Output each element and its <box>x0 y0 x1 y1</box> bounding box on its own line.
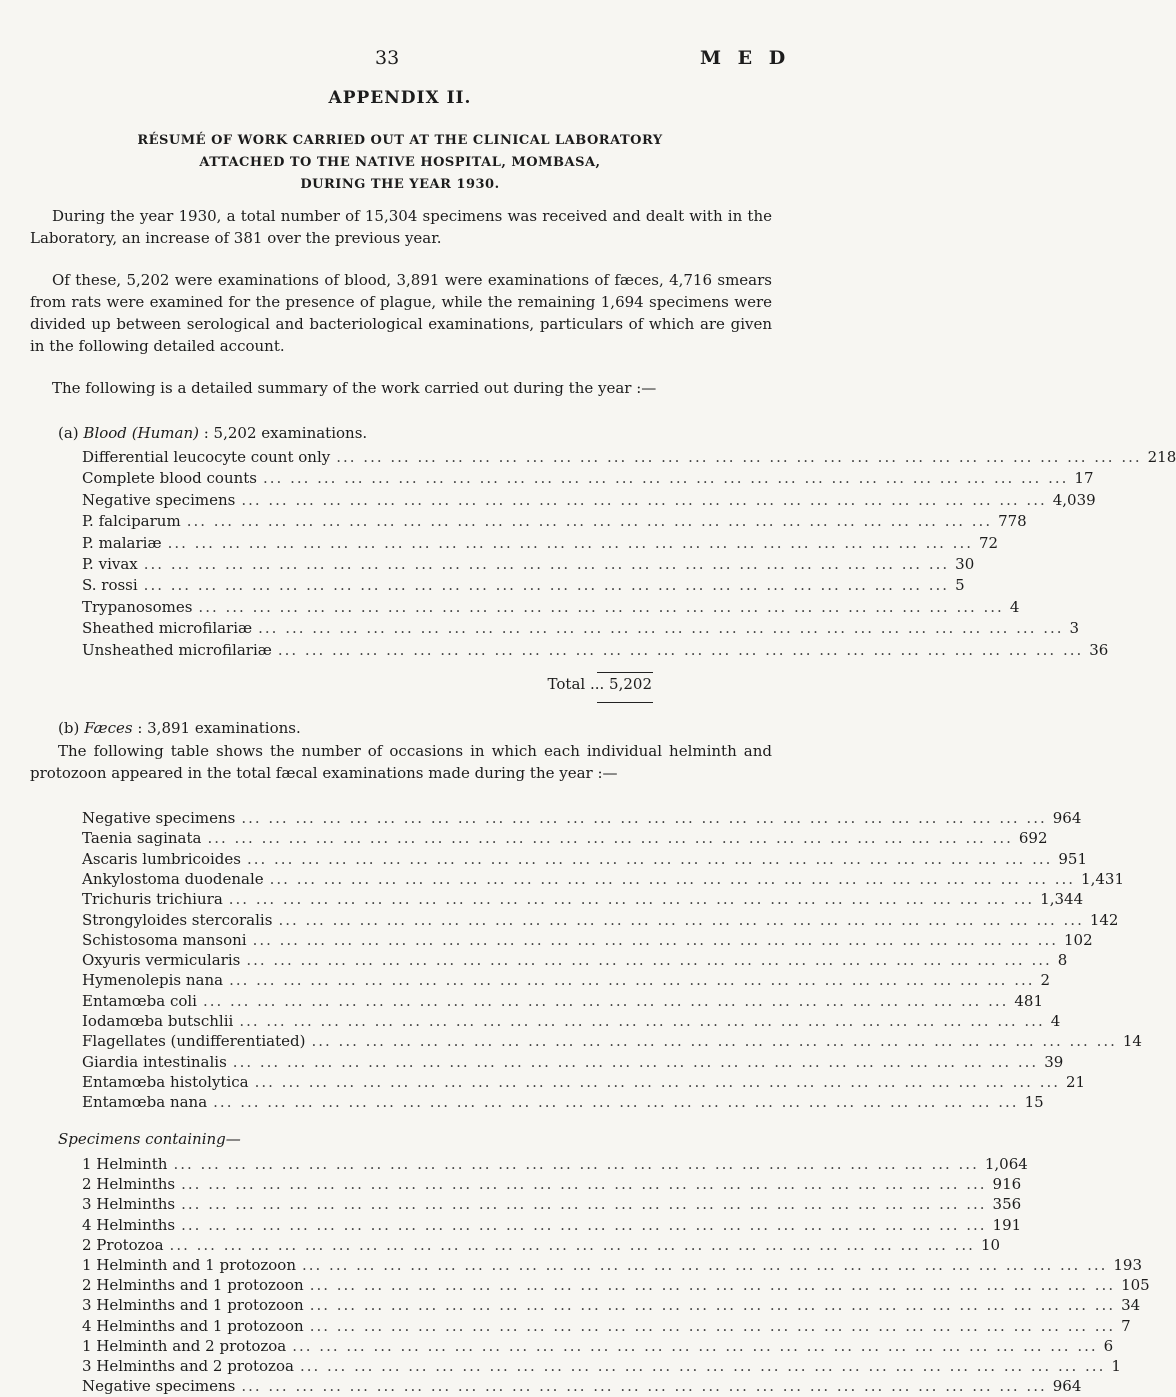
faeces-intro: The following table shows the number of occasions in which each individual helminth and protozoon appeared in the total fæcal examinations made during the year :— <box>30 742 772 782</box>
table-row <box>82 1051 1064 1073</box>
row-value: 15 <box>1024 1093 1044 1112</box>
row-value: 191 <box>992 1215 1022 1234</box>
table-row <box>82 1274 1150 1296</box>
leader-dots: ... ... ... ... ... ... ... ... ... ... ... ... ... ... ... ... ... ... ... ... ... ... ... ... ... ... ... ... ... ... <box>173 1155 979 1173</box>
table-row <box>82 888 1084 910</box>
leader-dots: ... ... ... ... ... ... ... ... ... ... ... ... ... ... ... ... ... ... ... ... ... ... ... ... ... ... ... ... ... ... <box>246 849 1053 868</box>
faeces-title: Fæces <box>84 719 133 737</box>
row-value: 692 <box>1018 829 1048 848</box>
leader-dots: ... ... ... ... ... ... ... ... ... ... ... ... ... ... ... ... ... ... ... ... ... ... ... ... ... ... ... ... ... ... <box>241 490 1047 509</box>
table-row <box>82 1010 1061 1032</box>
heading-line: DURING THE YEAR 1930. <box>300 177 500 192</box>
row-value: 6 <box>1103 1336 1114 1355</box>
row-label: Entamœba histolytica <box>82 1072 249 1091</box>
row-value: 218 <box>1147 448 1176 466</box>
table-row <box>82 1355 1121 1377</box>
row-label: 3 Helminths and 2 protozoa <box>82 1357 294 1375</box>
table-row <box>82 929 1093 951</box>
leader-dots: ... ... ... ... ... ... ... ... ... ... ... ... ... ... ... ... ... ... ... ... ... ... ... ... ... ... ... ... ... ... <box>213 1093 1019 1112</box>
heading-line: RÉSUMÉ OF WORK CARRIED OUT AT THE CLINICAL LABORATORY <box>137 133 663 148</box>
leader-dots: ... ... ... ... ... ... ... ... ... ... ... ... ... ... ... ... ... ... ... ... ... ... ... ... ... ... ... ... ... ... <box>181 1215 987 1234</box>
leader-dots: ... ... ... ... ... ... ... ... ... ... ... ... ... ... ... ... ... ... ... ... ... ... ... ... ... ... ... ... ... ... <box>167 533 973 552</box>
row-label: 1 Helminth and 2 protozoa <box>82 1336 287 1355</box>
row-value: 7 <box>1121 1316 1131 1335</box>
row-value: 8 <box>1057 951 1068 970</box>
leader-dots: ... ... ... ... ... ... ... ... ... ... ... ... ... ... ... ... ... ... ... ... ... ... ... ... ... ... ... ... ... ... <box>263 469 1069 488</box>
row-value: 916 <box>992 1175 1022 1194</box>
leader-dots: ... ... ... ... ... ... ... ... ... ... ... ... ... ... ... ... ... ... ... ... ... ... ... ... ... ... ... ... ... ... <box>202 991 1009 1010</box>
leader-dots: ... ... ... ... ... ... ... ... ... ... ... ... ... ... ... ... ... ... ... ... ... ... ... ... ... ... ... ... ... ... <box>254 1072 1061 1091</box>
row-value: 30 <box>955 555 975 573</box>
row-label: Entamœba coli <box>82 991 197 1010</box>
row-label: 2 Helminths and 1 protozoon <box>82 1276 304 1295</box>
row-value: 193 <box>1113 1256 1143 1274</box>
faeces-section-label <box>58 719 301 737</box>
leader-dots: ... ... ... ... ... ... ... ... ... ... ... ... ... ... ... ... ... ... ... ... ... ... ... ... ... ... ... ... ... ... <box>241 809 1047 827</box>
row-label: 4 Helminths <box>82 1215 176 1234</box>
row-value: 3 <box>1069 619 1080 638</box>
row-label: 1 Helminth and 1 protozoon <box>82 1256 296 1274</box>
row-label: Flagellates (undifferentiated) <box>82 1032 306 1051</box>
row-label: 3 Helminths <box>82 1195 176 1214</box>
leader-dots: ... ... ... ... ... ... ... ... ... ... ... ... ... ... ... ... ... ... ... ... ... ... ... ... ... ... ... ... ... ... <box>241 1377 1047 1396</box>
heading-line: ATTACHED TO THE NATIVE HOSPITAL, MOMBASA, <box>199 155 601 170</box>
leader-dots: ... ... ... ... ... ... ... ... ... ... ... ... ... ... ... ... ... ... ... ... ... ... ... ... ... ... ... ... ... ... <box>246 951 1052 970</box>
table-row <box>82 1173 1022 1195</box>
table-row <box>82 1214 1022 1236</box>
row-label: S. rossi <box>82 576 138 595</box>
row-label: 2 Protozoa <box>82 1235 164 1254</box>
row-value: 10 <box>980 1235 1001 1254</box>
table-row <box>82 969 1051 991</box>
row-value: 951 <box>1058 849 1088 868</box>
row-label: Unsheathed microfilariæ <box>82 640 272 659</box>
appendix-title: APPENDIX II. <box>328 88 472 108</box>
total-rule <box>597 672 653 673</box>
blood-suffix: : 5,202 examinations. <box>198 424 368 442</box>
row-value: 778 <box>998 512 1027 531</box>
table-row <box>82 489 1096 511</box>
page-number: 33 <box>375 47 400 69</box>
row-value: 5 <box>955 576 965 595</box>
row-value: 1,431 <box>1081 869 1124 888</box>
row-value: 1,064 <box>984 1155 1028 1173</box>
table-row <box>82 1234 1001 1256</box>
row-value: 14 <box>1122 1032 1142 1051</box>
blood-title: Blood <box>83 424 127 442</box>
table-row <box>82 1294 1141 1316</box>
section-code: M E D <box>700 47 791 69</box>
row-label: Taenia saginata <box>82 829 202 848</box>
row-label: Negative specimens <box>82 490 236 509</box>
row-label: Negative specimens <box>82 809 236 827</box>
row-label: Oxyuris vermicularis <box>82 951 241 970</box>
row-label: Ankylostoma duodenale <box>82 869 264 888</box>
blood-prefix: (a) <box>58 424 84 442</box>
row-label: P. malariæ <box>82 533 162 552</box>
row-label: 1 Helminth <box>82 1155 168 1173</box>
leader-dots: ... ... ... ... ... ... ... ... ... ... ... ... ... ... ... ... ... ... ... ... ... ... ... ... ... ... ... ... ... ... <box>309 1296 1116 1315</box>
leader-dots: ... ... ... ... ... ... ... ... ... ... ... ... ... ... ... ... ... ... ... ... ... ... ... ... ... ... ... ... ... ... <box>309 1316 1116 1335</box>
row-value: 4 <box>1050 1012 1061 1030</box>
leader-dots: ... ... ... ... ... ... ... ... ... ... ... ... ... ... ... ... ... ... ... ... ... ... ... ... ... ... ... ... ... ... <box>143 576 950 595</box>
leader-dots: ... ... ... ... ... ... ... ... ... ... ... ... ... ... ... ... ... ... ... ... ... ... ... ... ... ... ... ... ... ... <box>143 555 950 573</box>
blood-subtitle: (Human) <box>131 424 199 442</box>
table-row <box>82 639 1109 661</box>
table-row <box>82 848 1088 870</box>
leader-dots: ... ... ... ... ... ... ... ... ... ... ... ... ... ... ... ... ... ... ... ... ... ... ... ... ... ... ... ... ... ... <box>269 869 1076 888</box>
row-value: 964 <box>1052 809 1082 827</box>
leader-dots: ... ... ... ... ... ... ... ... ... ... ... ... ... ... ... ... ... ... ... ... ... ... ... ... ... ... ... ... ... ... <box>311 1032 1117 1051</box>
row-label: 2 Helminths <box>82 1175 176 1194</box>
row-value: 1,344 <box>1040 890 1084 909</box>
blood-total <box>82 675 652 693</box>
table-row <box>82 1153 1028 1175</box>
row-value: 1 <box>1111 1357 1121 1375</box>
report-heading <box>30 130 770 196</box>
leader-dots: ... ... ... ... ... ... ... ... ... ... ... ... ... ... ... ... ... ... ... ... ... ... ... ... ... ... ... ... ... ... <box>277 640 1084 659</box>
leader-dots: ... ... ... ... ... ... ... ... ... ... ... ... ... ... ... ... ... ... ... ... ... ... ... ... ... ... ... ... ... ... <box>232 1052 1039 1071</box>
row-value: 964 <box>1052 1377 1082 1396</box>
table-row <box>82 553 975 575</box>
table-row <box>82 1030 1142 1052</box>
row-value: 4 <box>1009 597 1020 616</box>
leader-dots: ... ... ... ... ... ... ... ... ... ... ... ... ... ... ... ... ... ... ... ... ... ... ... ... ... ... ... ... ... ... <box>252 930 1058 949</box>
row-value: 2 <box>1040 971 1051 990</box>
leader-dots: ... ... ... ... ... ... ... ... ... ... ... ... ... ... ... ... ... ... ... ... ... ... ... ... ... ... ... ... ... ... <box>301 1256 1108 1274</box>
row-value: 72 <box>978 533 999 552</box>
row-value: 4,039 <box>1052 490 1096 509</box>
table-row <box>82 1315 1131 1337</box>
leader-dots: ... ... ... ... ... ... ... ... ... ... ... ... ... ... ... ... ... ... ... ... ... ... ... ... ... ... ... ... ... ... <box>292 1336 1098 1355</box>
row-value: 17 <box>1074 469 1094 488</box>
table-row <box>82 827 1048 849</box>
table-row <box>82 1091 1044 1113</box>
row-label: Iodamœba butschlii <box>82 1012 234 1030</box>
row-label: 4 Helminths and 1 protozoon <box>82 1316 304 1335</box>
leader-dots: ... ... ... ... ... ... ... ... ... ... ... ... ... ... ... ... ... ... ... ... ... ... ... ... ... ... ... ... ... ... <box>239 1012 1045 1030</box>
table-row <box>82 574 965 596</box>
row-value: 102 <box>1063 930 1093 949</box>
row-value: 36 <box>1089 640 1109 659</box>
leader-dots: ... ... ... ... ... ... ... ... ... ... ... ... ... ... ... ... ... ... ... ... ... ... ... ... ... ... ... ... ... ... <box>181 1175 987 1194</box>
table-row <box>82 510 1027 532</box>
row-value: 39 <box>1044 1052 1064 1071</box>
faeces-prefix: (b) <box>58 719 85 737</box>
table-row <box>82 617 1080 639</box>
row-label: Trichuris trichiura <box>82 890 223 909</box>
row-value: 34 <box>1121 1296 1141 1315</box>
blood-total-value: 5,202 <box>609 675 652 693</box>
table-row <box>82 807 1082 829</box>
table-row <box>82 909 1119 931</box>
table-row <box>82 1335 1114 1357</box>
table-row <box>82 1254 1143 1276</box>
leader-dots: ... ... ... ... ... ... ... ... ... ... ... ... ... ... ... ... ... ... ... ... ... ... ... ... ... ... ... ... ... ... <box>229 971 1035 990</box>
row-label: P. vivax <box>82 555 138 573</box>
row-label: Complete blood counts <box>82 469 257 488</box>
blood-section-label <box>58 424 367 442</box>
specimens-heading: Specimens containing— <box>58 1130 241 1148</box>
row-label: Schistosoma mansoni <box>82 930 247 949</box>
row-value: 142 <box>1089 910 1119 929</box>
table-row <box>82 532 999 554</box>
row-value: 481 <box>1014 991 1044 1010</box>
row-value: 356 <box>992 1195 1022 1214</box>
paragraph-totals: During the year 1930, a total number of 15,304 specimens was received and dealt with in the Laboratory, an increase of 381 over the previous year. <box>30 207 772 247</box>
leader-dots: ... ... ... ... ... ... ... ... ... ... ... ... ... ... ... ... ... ... ... ... ... ... ... ... ... ... ... ... ... ... <box>198 597 1004 616</box>
row-label: Sheathed microfilariæ <box>82 619 253 638</box>
table-row <box>82 467 1094 489</box>
leader-dots: ... ... ... ... ... ... ... ... ... ... ... ... ... ... ... ... ... ... ... ... ... ... ... ... ... ... ... ... ... ... <box>169 1235 975 1254</box>
leader-dots: ... ... ... ... ... ... ... ... ... ... ... ... ... ... ... ... ... ... ... ... ... ... ... ... ... ... ... ... ... ... <box>336 448 1142 466</box>
paragraph-summary-intro: The following is a detailed summary of the work carried out during the year :— <box>52 379 657 397</box>
leader-dots: ... ... ... ... ... ... ... ... ... ... ... ... ... ... ... ... ... ... ... ... ... ... ... ... ... ... ... ... ... ... <box>181 1195 987 1214</box>
table-row <box>82 949 1068 971</box>
row-label: Negative specimens <box>82 1377 236 1396</box>
leader-dots: ... ... ... ... ... ... ... ... ... ... ... ... ... ... ... ... ... ... ... ... ... ... ... ... ... ... ... ... ... ... <box>186 512 993 531</box>
row-label: Strongyloides stercoralis <box>82 910 273 929</box>
row-value: 105 <box>1121 1276 1150 1295</box>
leader-dots: ... ... ... ... ... ... ... ... ... ... ... ... ... ... ... ... ... ... ... ... ... ... ... ... ... ... ... ... ... ... <box>299 1357 1106 1375</box>
table-row <box>82 1375 1082 1397</box>
blood-total-label: Total ... <box>547 675 605 693</box>
table-row <box>82 596 1020 618</box>
row-value: 21 <box>1066 1072 1086 1091</box>
row-label: Differential leucocyte count only <box>82 448 331 466</box>
paragraph-breakdown: Of these, 5,202 were examinations of blood, 3,891 were examinations of fæces, 4,716 smears from rats were examined for the presence of plague, while the remaining 1,694 specimens were divided up between serological and bacteriological examinations, particulars of which are given in the following detailed account. <box>30 271 772 355</box>
table-row <box>82 1071 1086 1093</box>
leader-dots: ... ... ... ... ... ... ... ... ... ... ... ... ... ... ... ... ... ... ... ... ... ... ... ... ... ... ... ... ... ... <box>278 910 1084 929</box>
row-label: Entamœba nana <box>82 1093 208 1112</box>
leader-dots: ... ... ... ... ... ... ... ... ... ... ... ... ... ... ... ... ... ... ... ... ... ... ... ... ... ... ... ... ... ... <box>309 1276 1116 1295</box>
row-label: Trypanosomes <box>82 597 193 616</box>
row-label: 3 Helminths and 1 protozoon <box>82 1296 304 1315</box>
table-row <box>82 1193 1022 1215</box>
row-label: Hymenolepis nana <box>82 971 224 990</box>
leader-dots: ... ... ... ... ... ... ... ... ... ... ... ... ... ... ... ... ... ... ... ... ... ... ... ... ... ... ... ... ... ... <box>258 619 1064 638</box>
table-row <box>82 446 1176 468</box>
leader-dots: ... ... ... ... ... ... ... ... ... ... ... ... ... ... ... ... ... ... ... ... ... ... ... ... ... ... ... ... ... ... <box>228 890 1035 909</box>
row-label: P. falciparum <box>82 512 181 531</box>
row-label: Ascaris lumbricoides <box>82 849 241 868</box>
row-label: Giardia intestinalis <box>82 1052 227 1071</box>
table-row <box>82 868 1124 890</box>
faeces-suffix: : 3,891 examinations. <box>132 719 301 737</box>
leader-dots: ... ... ... ... ... ... ... ... ... ... ... ... ... ... ... ... ... ... ... ... ... ... ... ... ... ... ... ... ... ... <box>207 829 1013 848</box>
total-rule-bottom <box>597 702 653 703</box>
table-row <box>82 990 1044 1012</box>
